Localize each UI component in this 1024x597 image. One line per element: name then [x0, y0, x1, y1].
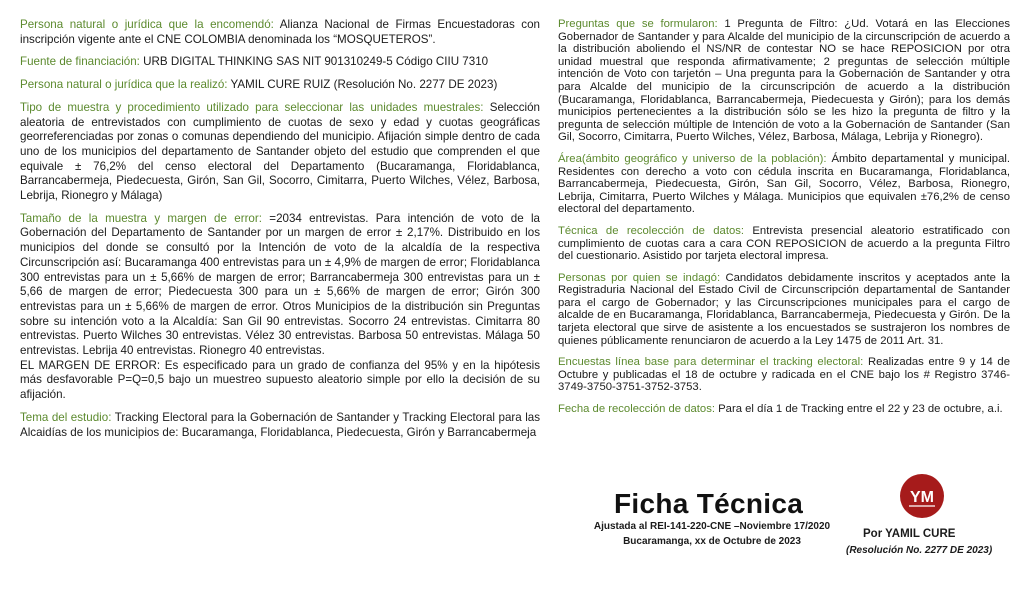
section-realizo — [20, 78, 540, 93]
section-tecnica — [558, 225, 1010, 263]
section-financiacion — [20, 55, 540, 70]
document-subtitle — [572, 519, 852, 549]
section-label: Persona natural o jurídica que la realizó: — [20, 78, 228, 92]
section-label: Tema del estudio: — [20, 410, 112, 424]
section-text: Realizadas entre 9 y 14 de Octubre y publicadas el 18 de octubre y radicada en el CNE bajo los # Registro 3746-3749-3750-3751-3752-3753. — [558, 356, 1010, 394]
section-tamano-muestra — [20, 212, 540, 403]
section-encomendo — [20, 18, 540, 47]
section-personas — [558, 272, 1010, 348]
section-text: Candidatos debidamente inscritos y aceptados ante la Registraduria Nacional del Estado Civil de Circunscripción departamental de Santander para el cargo de Gobernador; y las Circunscripciones municipales para el cargo de alcalde de en Bucaramanga, Floridablanca, Barrancabermeja, Piedecuesta y Girón. De la tarjeta electoral que sirve de asistente a los encuestados se sustrajeron los nombres de quienes públicamente renunciaron de acuerdo a la Ley 1475 de 2011 Art. 31. — [558, 271, 1011, 347]
section-linea-base — [558, 356, 1010, 394]
section-text: Alianza Nacional de Firmas Encuestadoras con inscripción vigente ante el CNE COLOMBIA denominada los “MOSQUETEROS”. — [20, 18, 540, 46]
section-tipo-muestra — [20, 101, 540, 204]
margin-error-note: EL MARGEN DE ERROR: Es especificado para un grado de confianza del 95% y en la hipótesis más desfavorable P=Q=0,5 bajo un muestreo supuesto aleatorio simple por ello la decisión de su afijación. — [20, 358, 540, 402]
section-preguntas — [558, 18, 1010, 144]
subtitle-line-2: Bucaramanga, xx de Octubre de 2023 — [623, 536, 801, 547]
section-label: Tamaño de la muestra y margen de error: — [20, 211, 262, 225]
section-text: Entrevista presencial aleatorio estratificado con cumplimiento de cuotas cara a cara CON REPOSICION de acuerdo a la pregunta Filtro del cuestionario. Asistido por tarjeta electoral impresa. — [558, 224, 1010, 263]
author-resolution: (Resolución No. 2277 DE 2023) — [846, 545, 993, 556]
section-label: Preguntas que se formularon: — [558, 18, 718, 30]
subtitle-line-1: Ajustada al REI-141-220-CNE –Noviembre 17/2020 — [593, 521, 831, 532]
section-area — [558, 153, 1010, 216]
section-label: Encuestas línea base para determinar el tracking electoral: — [558, 356, 864, 369]
section-text: 1 Pregunta de Filtro: ¿Ud. Votará en las Elecciones Gobernador de Santander y para Alcalde del municipio de la circunscripción de acuerdo a la distribución aboliendo el NS/NR de contestar NO se hace REPOSICION por otra unidad muestral que responda afirmativamente; 2 preguntas de selección múltiple intención de Voto con tarjetón – Una pregunta para la Gobernación de Santander y otra para Alcalde del municipio de la circunscripción de acuerdo a la distribución (Bucaramanga, Floridablanca, Barrancabermeja, Piedecuesta y Girón); para los demás municipios pertenecientes a la distribución sólo se les hizo la pregunta de filtro y la pregunta de selección múltiple de Intención de voto a la Gobernación de Santander (San Gil, Socorro, Cimitarra, Puerto Wilches, Vélez, Barbosa, Málaga, Lebrija y Rionegro). — [558, 18, 1011, 144]
right-column — [558, 18, 1010, 425]
logo-icon — [900, 474, 944, 518]
section-text: Tracking Electoral para la Gobernación de Santander y Tracking Electoral para las Alcaidías de los municipios de: Bucaramanga, Floridablanca, Piedecuesta, Girón y Barrancabermeja — [20, 410, 541, 439]
section-text: URB DIGITAL THINKING SAS NIT 901310249-5 Código CIIU 7310 — [143, 55, 489, 69]
section-fecha — [558, 403, 1010, 416]
logo-mark-icon — [905, 482, 939, 510]
section-label: Técnica de recolección de datos: — [558, 224, 745, 237]
left-column — [20, 18, 540, 448]
section-text: =2034 entrevistas. Para intención de voto de la Gobernación del Departamento de Santander por un margen de error ± 2,17%. Distribuido en los municipios del donde se consultó por la Intención de voto de la alcaldía de la respectiva Circunscripción así: Bucaramanga 400 entrevistas para un ± 4,9% de margen de error; Floridablanca 300 entrevistas para un ± 5,66% de margen de error; Barrancabermeja 300 entrevistas para un ± 5,66 de margen de error; Piedecuesta 300 para un ± 5,66% de margen de error; Girón 300 entrevistas para un ± 5,66% de margen de error. Otros Municipios de la distribución sin Preguntas sobre su intención voto a la Alcaldía: San Gil 90 entrevistas. Socorro 24 entrevistas. Cimitarra 80 entrevistas. Puerto Wilches 30 entrevistas. Vélez 30 entrevistas. Barbosa 50 entrevistas. Málaga 50 entrevistas. Lebrija 40 entrevistas. Rionegro 40 entrevistas. — [20, 211, 540, 358]
logo-lettering: YM — [910, 489, 934, 506]
section-label: Personas por quien se indagó: — [558, 271, 721, 284]
section-text: Ámbito departamental y municipal. Residentes con derecho a voto con cédula inscrita en Bucaramanga, Floridablanca, Barrancabermeja, Piedecuesta, Girón, San Gil, Socorro, Vélez, Barbosa, Rionegro, Lebrija, Cimitarra, Puerto Wilches y Málaga. Municipios que equivalen ±76,2% de censo electoral del departamento. — [558, 152, 1011, 216]
author: Por YAMIL CURE — [863, 528, 956, 540]
section-label: Fuente de financiación: — [20, 55, 140, 69]
section-label: Fecha de recolección de datos: — [558, 403, 715, 416]
section-label: Persona natural o jurídica que la encomendó: — [20, 18, 274, 31]
document-title: Ficha Técnica — [614, 488, 804, 519]
section-text: Selección aleatoria de entrevistados con cumplimiento de cuotas de sexo y edad y cuotas geográficas georreferenciadas por zonas o comunas dependiendo del municipio. Afijación simple dentro de cada uno de los municipios del departamento de Santander objeto del estudio que comprenden el que equivale ± 76,2% del censo electoral del Departamento (Bucaramanga, Floridablanca, Barrancabermeja, Piedecuesta, Girón, San Gil, Socorro, Cimitarra, Puerto Wilches, Vélez, Barbosa, Lebrija, Rionegro y Málaga) — [20, 100, 540, 203]
section-label: Área(ámbito geográfico y universo de la población): — [558, 152, 827, 165]
section-tema — [20, 411, 540, 440]
section-label: Tipo de muestra y procedimiento utilizado para seleccionar las unidades muestrales: — [20, 100, 484, 114]
section-text: YAMIL CURE RUIZ (Resolución No. 2277 DE 2023) — [230, 78, 498, 92]
section-text: Para el día 1 de Tracking entre el 22 y 23 de octubre, a.i. — [718, 403, 1003, 416]
